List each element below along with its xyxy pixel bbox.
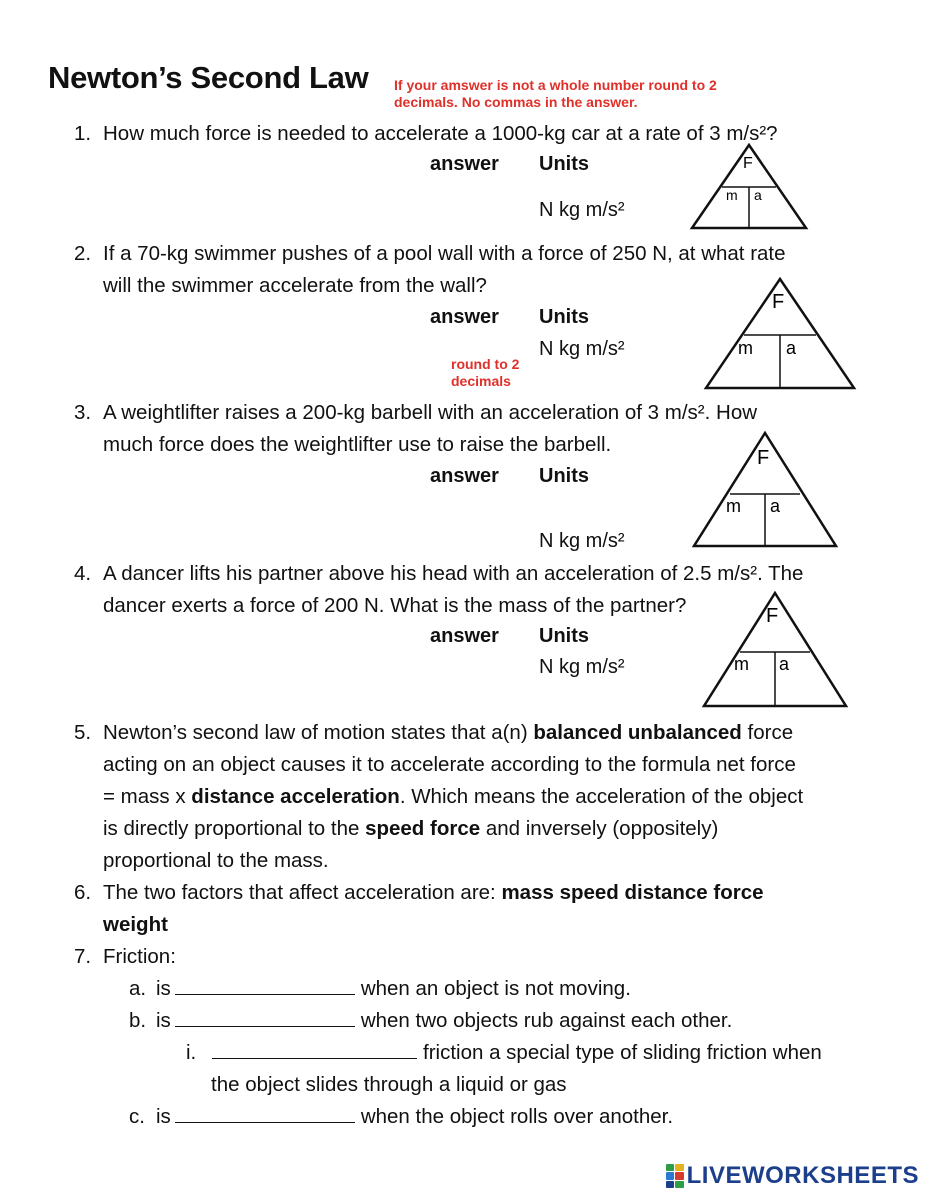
question-number: 3. <box>74 401 92 424</box>
sub-item-marker: a. <box>129 977 147 1000</box>
question-text: The two factors that affect acceleration are: mass speed distance force <box>103 881 764 904</box>
choice-options: mass speed distance force <box>501 881 764 904</box>
question-text: acting on an object causes it to accelerate according to the formula net force <box>103 753 796 776</box>
question-text: will the swimmer accelerate from the wall? <box>103 274 487 297</box>
units-options: N kg m/s² <box>539 656 625 678</box>
question-text: proportional to the mass. <box>103 849 329 872</box>
answer-label: answer <box>430 625 499 647</box>
choice-options: speed force <box>365 817 481 840</box>
triangle-a-label: a <box>770 496 781 516</box>
question-text: If a 70-kg swimmer pushes of a pool wall with a force of 250 N, at what rate <box>103 242 786 265</box>
triangle-f-label: F <box>743 155 753 172</box>
question-number: 2. <box>74 242 92 265</box>
answer-blank[interactable] <box>175 1006 355 1027</box>
units-label: Units <box>539 153 589 175</box>
question-text: How much force is needed to accelerate a 1000-kg car at a rate of 3 m/s²? <box>103 122 778 145</box>
question-number: 6. <box>74 881 92 904</box>
question-text: = mass x distance acceleration. Which means the acceleration of the object <box>103 785 804 808</box>
triangle-m-label: m <box>738 338 753 358</box>
brand-name: LIVEWORKSHEETS <box>686 1162 919 1189</box>
question-text: A weightlifter raises a 200-kg barbell with an acceleration of 3 m/s². How <box>103 401 758 424</box>
answer-blank[interactable] <box>175 1102 355 1123</box>
answer-blank[interactable] <box>212 1038 417 1059</box>
choice-options: balanced unbalanced <box>533 721 742 744</box>
fill-blank-line: friction a special type of sliding friction when <box>208 1037 822 1069</box>
units-options: N kg m/s² <box>539 199 625 221</box>
question-number: 1. <box>74 122 92 145</box>
triangle-f-label: F <box>772 291 785 313</box>
triangle-a-label: a <box>779 654 790 674</box>
formula-triangle <box>690 430 840 550</box>
page-title: Newton’s Second Law <box>48 60 369 95</box>
triangle-a-label: a <box>754 187 762 203</box>
triangle-m-label: m <box>726 496 741 516</box>
fill-blank-line: is when the object rolls over another. <box>156 1101 673 1133</box>
rounding-note: round to 2 decimals <box>451 356 520 389</box>
question-text: is directly proportional to the speed force and inversely (oppositely) <box>103 817 719 840</box>
triangle-f-label: F <box>757 447 770 469</box>
question-text: the object slides through a liquid or gas <box>211 1073 567 1096</box>
question-text: much force does the weightlifter use to raise the barbell. <box>103 433 612 456</box>
answer-label: answer <box>430 153 499 175</box>
sub-item-marker: i. <box>186 1041 197 1064</box>
sub-item-marker: c. <box>129 1105 145 1128</box>
triangle-m-label: m <box>734 654 749 674</box>
formula-triangle <box>688 142 810 232</box>
question-number: 5. <box>74 721 92 744</box>
question-number: 4. <box>74 562 92 585</box>
liveworksheets-logo <box>666 1162 919 1190</box>
question-number: 7. <box>74 945 92 968</box>
triangle-f-label: F <box>766 605 779 627</box>
units-label: Units <box>539 465 589 487</box>
question-text: dancer exerts a force of 200 N. What is the mass of the partner? <box>103 594 687 617</box>
triangle-m-label: m <box>726 187 738 203</box>
formula-triangle <box>700 590 850 710</box>
fill-blank-line: is when two objects rub against each other. <box>156 1005 732 1037</box>
units-options: N kg m/s² <box>539 338 625 360</box>
choice-options: distance acceleration <box>191 785 400 808</box>
units-label: Units <box>539 625 589 647</box>
question-text: Newton’s second law of motion states that a(n) balanced unbalanced force <box>103 721 794 744</box>
units-label: Units <box>539 306 589 328</box>
question-text: Friction: <box>103 945 176 968</box>
question-text: A dancer lifts his partner above his head with an acceleration of 2.5 m/s². The <box>103 562 804 585</box>
answer-label: answer <box>430 306 499 328</box>
triangle-a-label: a <box>786 338 797 358</box>
instruction-note: If your amswer is not a whole number round to 2 decimals. No commas in the answer. <box>394 77 717 110</box>
sub-item-marker: b. <box>129 1009 147 1032</box>
fill-blank-line: is when an object is not moving. <box>156 973 631 1005</box>
choice-options: weight <box>103 913 168 936</box>
units-options: N kg m/s² <box>539 530 625 552</box>
formula-triangle <box>702 276 858 392</box>
answer-label: answer <box>430 465 499 487</box>
answer-blank[interactable] <box>175 974 355 995</box>
liveworksheets-icon <box>666 1164 684 1188</box>
question-text <box>103 909 168 941</box>
